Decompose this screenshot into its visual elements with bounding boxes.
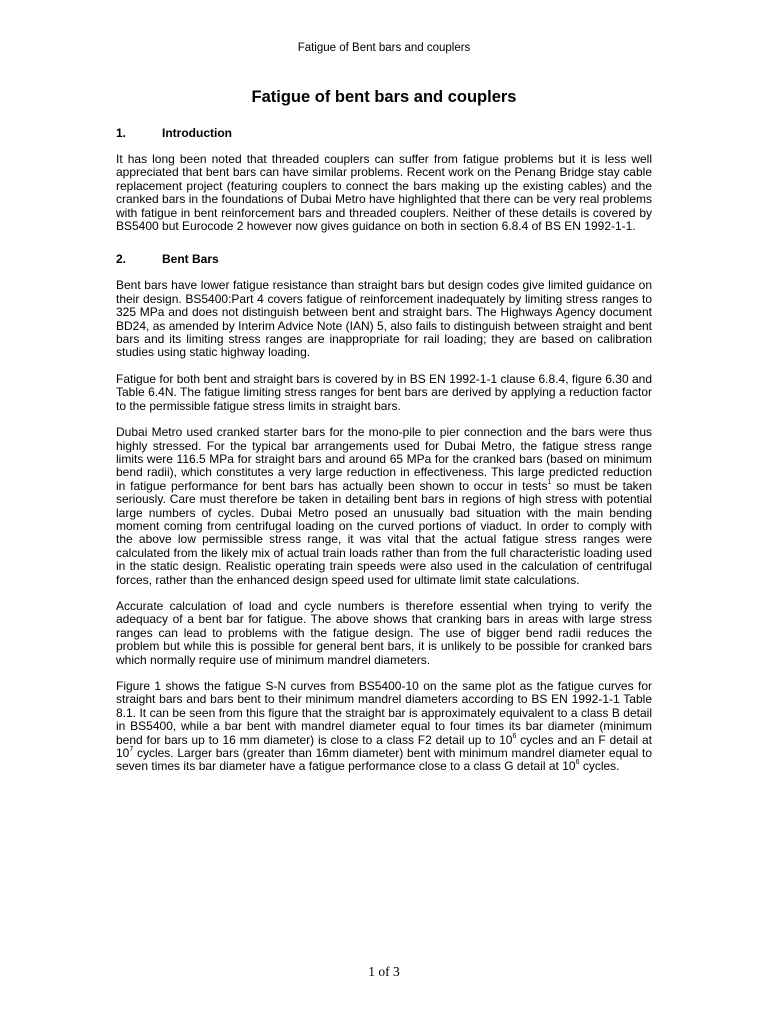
section-heading-introduction xyxy=(116,126,652,140)
section-number: 2. xyxy=(116,252,127,267)
exponent: 7 xyxy=(129,746,134,754)
paragraph-text: cycles. Larger bars (greater than 16mm diameter) bent with minimum mandrel diameter equal to seven times its bar diameter have a fatigue performance close to a class G detail at 10 xyxy=(116,746,652,774)
paragraph-text: cycles and an F detail at 10 xyxy=(116,732,652,761)
paragraph-bent-bars-guidance: Bent bars have lower fatigue resistance than straight bars but design codes give limited guidance on their design. BS5400:Part 4 covers fatigue of reinforcement inadequately by limiting stress ranges to 325 MPa and does not distinguish between bent and straight bars. The Highways Agency document BD24, as amended by Interim Advice Note (IAN) 5, also fails to distinguish between straight and bent bars and its limiting stress ranges are inappropriate for rail loading; they are based on calibration studies using static highway loading. xyxy=(116,278,652,360)
exponent: 6 xyxy=(575,759,580,767)
paragraph-dubai-metro xyxy=(116,426,652,587)
exponent: 6 xyxy=(512,732,517,740)
paragraph-text: Dubai Metro used cranked starter bars for the mono-pile to pier connection and the bars were thus highly stressed. For the typical bar arrangements used for Dubai Metro, the fatigue stress range limits were 116.5 MPa for straight bars and around 65 MPa for the cranked bars (based on minimum bend radii), which constitutes a very large reduction in effectiveness. This large predicted reduction in fatigue performance for bent bars has actually been shown to occur in tests xyxy=(116,425,652,493)
paragraph-text: so must be taken seriously. Care must therefore be taken in detailing bent bars in regions of high stress with potential large numbers of cycles. Dubai Metro posed an unusually bad situation with the main bending moment coming from centrifugal loading on the curved portions of viaduct. In order to comply with the above low permissible stress range, it was vital that the actual fatigue stress ranges were calculated from the likely mix of actual train loads rather than from the full characteristic loading used in the static design. Realistic operating train speeds were also used in the calculation of centrifugal forces, rather than the enhanced design speed used for ultimate limit state calculations. xyxy=(116,478,653,587)
paragraph-text: Figure 1 shows the fatigue S-N curves from BS5400-10 on the same plot as the fatigue curves for straight bars and bars bent to their minimum mandrel diameters according to BS EN 1992-1-1 Table 8.1. It can be seen from this figure that the straight bar is approximately equivalent to a class B detail in BS5400, while a bar bent with mandrel diameter equal to four times its bar diameter (minimum bend for bars up to 16 mm diameter) is close to a class F2 detail up to 10 xyxy=(116,679,652,747)
paragraph-sn-curves xyxy=(116,680,652,774)
running-header: Fatigue of Bent bars and couplers xyxy=(297,42,471,54)
section-heading-bent-bars xyxy=(116,252,652,266)
document-body xyxy=(116,126,652,787)
paragraph-text: cycles. xyxy=(579,759,620,774)
paragraph-introduction: It has long been noted that threaded couplers can suffer from fatigue problems but it is less well appreciated that bent bars can have similar problems. Recent work on the Penang Bridge stay cable replacement project (featuring couplers to connect the bars making up the existing cables) and the cranked bars in the foundations of Dubai Metro have highlighted that there can be very real problems with fatigue in bent reinforcement bars and threaded couplers. Neither of these details is covered by BS5400 but Eurocode 2 however now gives guidance on both in section 6.8.4 of BS EN 1992-1-1. xyxy=(116,152,652,234)
section-title: Bent Bars xyxy=(162,252,219,267)
paragraph-load-calculation: Accurate calculation of load and cycle numbers is therefore essential when trying to verify the adequacy of a bent bar for fatigue. The above shows that cranking bars in areas with large stress ranges can lead to problems with the fatigue design. The use of bigger bend radii reduces the problem but while this is possible for general bent bars, it is unlikely to be possible for cranked bars which normally require use of minimum mandrel diameters. xyxy=(116,598,652,667)
footnote-reference: 1 xyxy=(547,478,552,486)
document-title: Fatigue of bent bars and couplers xyxy=(251,88,517,106)
section-title: Introduction xyxy=(162,126,232,140)
page-number: 1 of 3 xyxy=(368,964,400,979)
paragraph-eurocode-coverage: Fatigue for both bent and straight bars is covered by in BS EN 1992-1-1 clause 6.8.4, figure 6.30 and Table 6.4N. The fatigue limiting stress ranges for bent bars are derived by applying a reduction factor to the permissible fatigue stress limits in straight bars. xyxy=(116,371,652,413)
section-number: 1. xyxy=(116,126,127,140)
